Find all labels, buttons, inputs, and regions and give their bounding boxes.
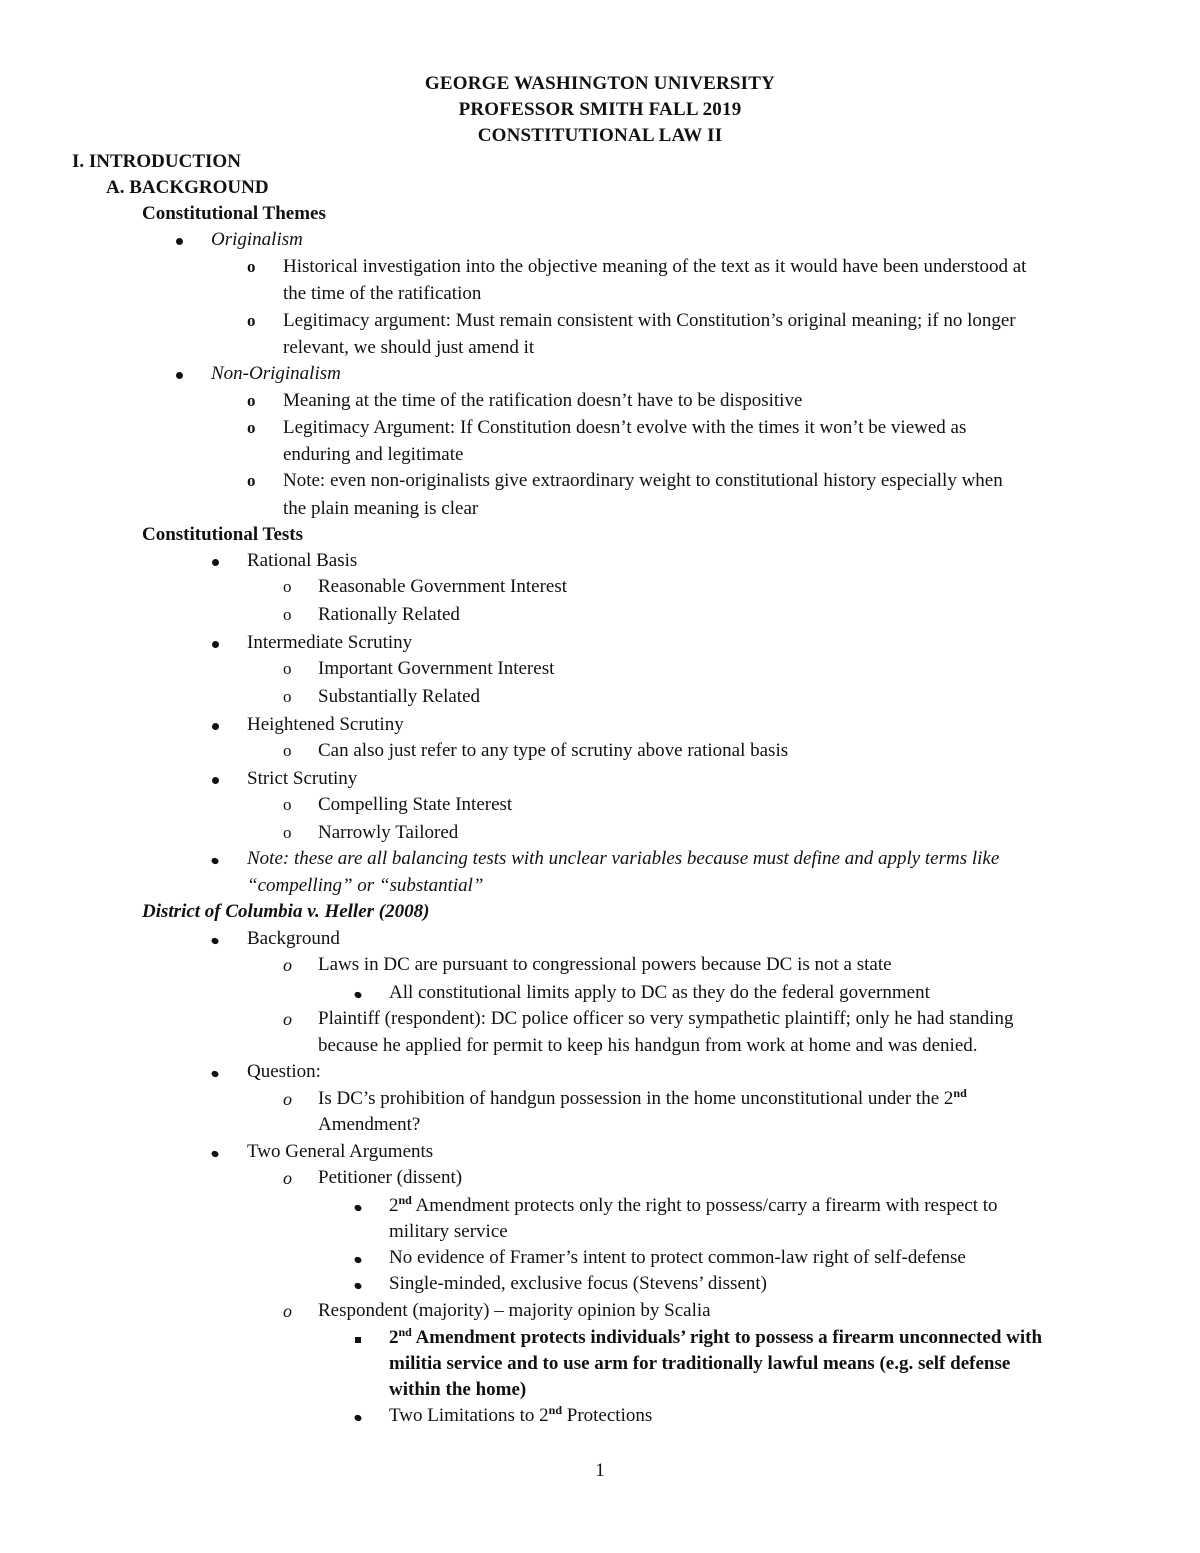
bullet-icon	[212, 713, 219, 737]
bullet-icon	[355, 1404, 361, 1428]
circle-bullet-icon: o	[283, 741, 292, 760]
tests-note-a: Note: these are all balancing tests with unclear variables because must define and apply terms like	[247, 848, 1000, 869]
heightened-scrutiny-point-1: Can also just refer to any type of scrutiny above rational basis	[318, 740, 789, 761]
heller-background-point-2a: Plaintiff (respondent): DC police officer so very sympathetic plaintiff; only he had standing	[318, 1008, 1014, 1029]
respondent-label: Respondent (majority) – majority opinion by Scalia	[318, 1300, 711, 1321]
respondent-point-2-text: Two Limitations to 2	[389, 1405, 549, 1426]
bullet-icon	[212, 767, 219, 791]
non-originalism-point-2a: Legitimacy Argument: If Constitution doesn’t evolve with the times it won’t be viewed as	[283, 417, 967, 438]
non-originalism-point-1: Meaning at the time of the ratification doesn’t have to be dispositive	[283, 390, 803, 411]
heller-arguments-label: Two General Arguments	[247, 1141, 434, 1162]
tests-heading: Constitutional Tests	[142, 524, 304, 545]
ordinal-suffix: nd	[953, 1086, 967, 1100]
non-originalism-point-3a: Note: even non-originalists give extraordinary weight to constitutional history especially when	[283, 470, 1003, 491]
non-originalism-label: Non-Originalism	[211, 363, 341, 384]
tests-note-b: “compelling” or “substantial”	[247, 875, 484, 896]
heller-question-point-b: Amendment?	[318, 1114, 421, 1135]
bullet-icon	[355, 981, 361, 1005]
petitioner-point-1a	[389, 1194, 998, 1218]
heller-question-point-a	[318, 1087, 967, 1111]
circle-bullet-icon: o	[247, 418, 256, 437]
ordinal-number: 2	[389, 1327, 399, 1348]
non-originalism-point-2b: enduring and legitimate	[283, 444, 464, 465]
header-university: GEORGE WASHINGTON UNIVERSITY	[424, 73, 776, 94]
circle-bullet-icon: o	[283, 577, 292, 596]
heightened-scrutiny-label: Heightened Scrutiny	[247, 714, 404, 735]
circle-bullet-icon: o	[283, 795, 292, 814]
intermediate-scrutiny-label: Intermediate Scrutiny	[247, 632, 413, 653]
heller-question-text: Is DC’s prohibition of handgun possession in the home unconstitutional under the 2	[318, 1088, 954, 1109]
ordinal-number: 2	[389, 1195, 399, 1216]
originalism-point-2a: Legitimacy argument: Must remain consistent with Constitution’s original meaning; if no longer	[283, 310, 1016, 331]
bullet-icon	[355, 1272, 361, 1296]
section-introduction: I. INTRODUCTION	[72, 151, 241, 172]
respondent-point-2-tail: Protections	[562, 1405, 653, 1426]
circle-bullet-icon: o	[283, 955, 292, 975]
respondent-point-1-text: Amendment protects individuals’ right to possess a firearm unconnected with	[411, 1327, 1043, 1348]
section-background: A. BACKGROUND	[106, 177, 269, 198]
strict-scrutiny-label: Strict Scrutiny	[247, 768, 358, 789]
petitioner-point-3: Single-minded, exclusive focus (Stevens’ dissent)	[389, 1273, 767, 1294]
heller-background-label: Background	[247, 928, 340, 949]
bullet-icon	[355, 1246, 361, 1270]
respondent-point-1c: within the home)	[389, 1379, 527, 1400]
petitioner-label: Petitioner (dissent)	[318, 1167, 463, 1188]
intermediate-scrutiny-point-1: Important Government Interest	[318, 658, 555, 679]
heller-question-label: Question:	[247, 1061, 321, 1082]
heller-background-point-2b: because he applied for permit to keep his handgun from work at home and was denied.	[318, 1035, 978, 1056]
strict-scrutiny-point-2: Narrowly Tailored	[318, 822, 459, 843]
page-number: 1	[595, 1460, 605, 1481]
circle-bullet-icon: o	[247, 311, 256, 330]
bullet-icon	[212, 847, 218, 871]
circle-bullet-icon: o	[247, 471, 256, 490]
header-course: CONSTITUTIONAL LAW II	[477, 125, 723, 146]
rational-basis-point-1: Reasonable Government Interest	[318, 576, 568, 597]
originalism-label: Originalism	[211, 229, 303, 250]
ordinal-suffix: nd	[398, 1193, 412, 1207]
circle-bullet-icon: o	[283, 1168, 292, 1188]
circle-bullet-icon: o	[283, 823, 292, 842]
ordinal-suffix: nd	[398, 1325, 412, 1339]
originalism-point-2b: relevant, we should just amend it	[283, 337, 535, 358]
themes-heading: Constitutional Themes	[142, 203, 326, 224]
circle-bullet-icon: o	[283, 659, 292, 678]
respondent-point-1a	[389, 1326, 1042, 1350]
petitioner-point-2: No evidence of Framer’s intent to protect common-law right of self-defense	[389, 1247, 966, 1268]
square-bullet-icon	[355, 1326, 361, 1350]
circle-bullet-icon: o	[247, 257, 256, 276]
circle-bullet-icon: o	[283, 1089, 292, 1109]
bullet-icon	[212, 927, 218, 951]
heller-heading: District of Columbia v. Heller (2008)	[142, 901, 430, 922]
strict-scrutiny-point-1: Compelling State Interest	[318, 794, 513, 815]
respondent-point-2	[389, 1404, 652, 1428]
bullet-icon	[176, 362, 183, 386]
bullet-icon	[355, 1194, 361, 1218]
petitioner-point-1b: military service	[389, 1221, 508, 1242]
intermediate-scrutiny-point-2: Substantially Related	[318, 686, 481, 707]
bullet-icon	[176, 228, 183, 252]
header-professor: PROFESSOR SMITH FALL 2019	[458, 99, 742, 120]
originalism-point-1b: the time of the ratification	[283, 283, 482, 304]
non-originalism-point-3b: the plain meaning is clear	[283, 498, 479, 519]
bullet-icon	[212, 1140, 218, 1164]
circle-bullet-icon: o	[283, 1301, 292, 1321]
bullet-icon	[212, 549, 219, 573]
ordinal-suffix: nd	[548, 1403, 562, 1417]
heller-background-subpoint: All constitutional limits apply to DC as they do the federal government	[389, 982, 930, 1003]
respondent-point-1b: militia service and to use arm for traditionally lawful means (e.g. self defense	[389, 1353, 1011, 1374]
circle-bullet-icon: o	[283, 1009, 292, 1029]
bullet-icon	[212, 1060, 218, 1084]
petitioner-point-1-text: Amendment protects only the right to possess/carry a firearm with respect to	[411, 1195, 998, 1216]
rational-basis-point-2: Rationally Related	[318, 604, 460, 625]
circle-bullet-icon: o	[283, 687, 292, 706]
originalism-point-1a: Historical investigation into the objective meaning of the text as it would have been understood at	[283, 256, 1027, 277]
rational-basis-label: Rational Basis	[247, 550, 358, 571]
circle-bullet-icon: o	[283, 605, 292, 624]
heller-background-point-1: Laws in DC are pursuant to congressional powers because DC is not a state	[318, 954, 892, 975]
bullet-icon	[212, 631, 219, 655]
circle-bullet-icon: o	[247, 391, 256, 410]
